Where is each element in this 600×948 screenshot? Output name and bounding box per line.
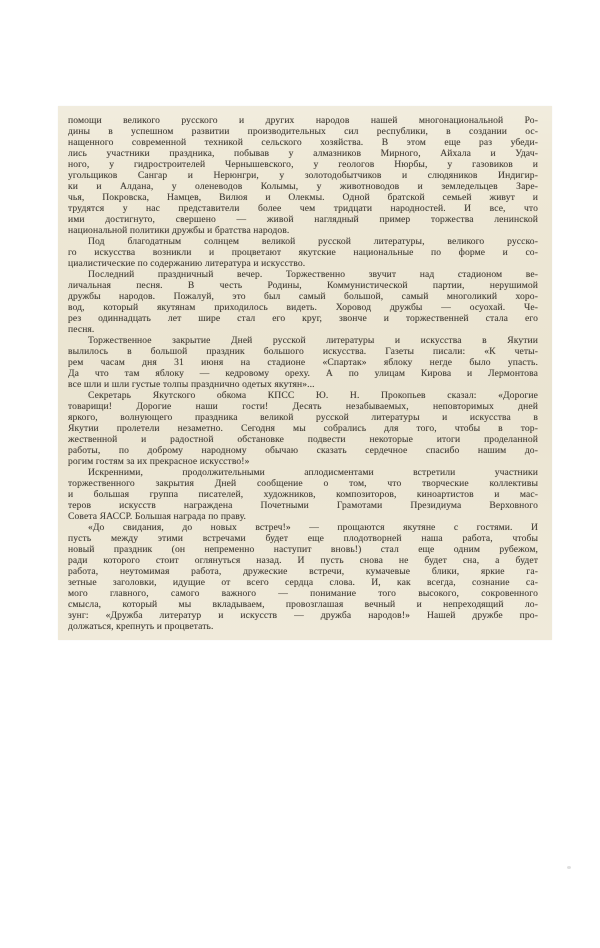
scan-page	[58, 106, 552, 640]
text-line: рез одиннадцать лет шире стал его круг, звонче и торжественней стала его	[68, 313, 538, 324]
paragraph	[68, 335, 538, 390]
text-line: ки и Алдана, у оленеводов Колымы, у животноводов и земледельцев Заре-	[68, 181, 538, 192]
text-line: ими достигнуто, свершено — живой наглядный пример торжества ленинской	[68, 214, 538, 225]
text-line: работа, неутомимая работа, дружеские встречи, кумачевые блики, яркие га-	[68, 566, 538, 577]
text-line: ради которого стоит оглянуться назад. И пусть снова не будет сна, а будет	[68, 555, 538, 566]
text-line: товарищи! Дорогие наши гости! Десять незабываемых, неповторимых дней	[68, 401, 538, 412]
text-line: помощи великого русского и других народов нашей многонациональной Ро-	[68, 115, 538, 126]
text-line: зунг: «Дружба литератур и искусств — дружба народов!» Нашей дружбе про-	[68, 610, 538, 621]
dust-speck	[567, 866, 571, 869]
text-line: Искренними, продолжительными аплодисментами встретили участники	[88, 467, 538, 478]
paragraph	[68, 115, 538, 236]
text-line: нащенного современной техникой сельского хозяйства. В этом еще раз убеди-	[68, 137, 538, 148]
text-line: вод, который якутянам приходилось видеть. Хоровод дружбы — осуохай. Че-	[68, 302, 538, 313]
text-line: зетные заголовки, идущие от всего сердца слова. И, как всегда, сознание са-	[68, 577, 538, 588]
paragraph	[68, 269, 538, 335]
text-line: Торжественное закрытие Дней русской литературы и искусства в Якутии	[88, 335, 538, 346]
text-line: Последний праздничный вечер. Торжественно звучит над стадионом ве-	[88, 269, 538, 280]
text-line: смысла, который мы вкладываем, провозглашая вечный и непреходящий ло-	[68, 599, 538, 610]
paragraph	[68, 467, 538, 522]
text-line: рогим гостям за их прекрасное искусство!»	[68, 456, 250, 467]
text-line: Якутии пролетели незаметно. Сегодня мы собрались для того, чтобы в тор-	[68, 423, 538, 434]
text-line: мого главного, самого важного — понимание того высокого, сокровенного	[68, 588, 538, 599]
text-line: чья, Покровска, Намцев, Вилюя и Олекмы. Одной братской семьей живут и	[68, 192, 538, 203]
text-line: песня.	[68, 324, 95, 335]
text-line: рем часам дня 31 июня на стадионе «Спартак» яблоку негде было упасть.	[68, 357, 538, 368]
text-line: личальная песня. В честь Родины, Коммунистической партии, нерушимой	[68, 280, 538, 291]
text-line: лись участники праздника, побывав у алмазников Мирного, Айхала и Удач-	[68, 148, 538, 159]
text-line: угольщиков Сангар и Нерюнгри, у золотодобытчиков и слюдяников Индигир-	[68, 170, 538, 181]
text-line: трудятся у нас представители более чем тридцати народностей. И все, что	[68, 203, 538, 214]
text-line: новый праздник (он непременно наступит вновь!) стал еще одним рубежом,	[68, 544, 538, 555]
text-line: дины в успешном развитии производительных сил республики, в создании ос-	[68, 126, 538, 137]
text-line: «До свидания, до новых встреч!» — прощаются якутяне с гостями. И	[88, 522, 538, 533]
text-line: работы, по доброму народному обычаю сказать сердечное спасибо нашим до-	[68, 445, 538, 456]
text-line: вылилось в большой праздник большого искусства. Газеты писали: «К четы-	[68, 346, 538, 357]
text-line: национальной политики дружбы и братства народов.	[68, 225, 290, 236]
text-line: циалистические по содержанию литература и искусство.	[68, 258, 306, 269]
text-line: пусть между этими встречами будет еще плодотворней наша работа, чтобы	[68, 533, 538, 544]
text-line: го искусства возникли и процветают якутские национальные по форме и со-	[68, 247, 538, 258]
text-line: жественной и радостной обстановке подвести некоторые итоги проделанной	[68, 434, 538, 445]
text-line: торжественного закрытия Дней сообщение о том, что творческие коллективы	[68, 478, 538, 489]
text-line: все шли и шли густые толпы празднично одетых якутян»...	[68, 379, 315, 390]
paragraph	[68, 390, 538, 467]
text-line: Совета ЯАССР. Большая награда по праву.	[68, 511, 247, 522]
text-line: яркого, волнующего праздника великой русской литературы и искусства в	[68, 412, 538, 423]
paragraph	[68, 236, 538, 269]
paragraph	[68, 522, 538, 632]
text-line: и большая группа писателей, художников, композиторов, киноартистов и мас-	[68, 489, 538, 500]
text-line: Секретарь Якутского обкома КПСС Ю. Н. Прокопьев сказал: «Дорогие	[88, 390, 538, 401]
text-line: Под благодатным солнцем великой русской литературы, великого русско-	[88, 236, 538, 247]
text-line: дружбы народов. Пожалуй, это был самый большой, самый многоликий хоро-	[68, 291, 538, 302]
text-line: Да что там яблоку — кедровому ореху. А по улицам Кирова и Лермонтова	[68, 368, 538, 379]
text-line: ного, у гидростроителей Чернышевского, у геологов Нюрбы, у газовиков и	[68, 159, 538, 170]
text-line: должаться, крепнуть и процветать.	[68, 621, 214, 632]
text-block	[68, 115, 538, 632]
text-line: теров искусств награждена Почетными Грамотами Президиума Верховного	[68, 500, 538, 511]
